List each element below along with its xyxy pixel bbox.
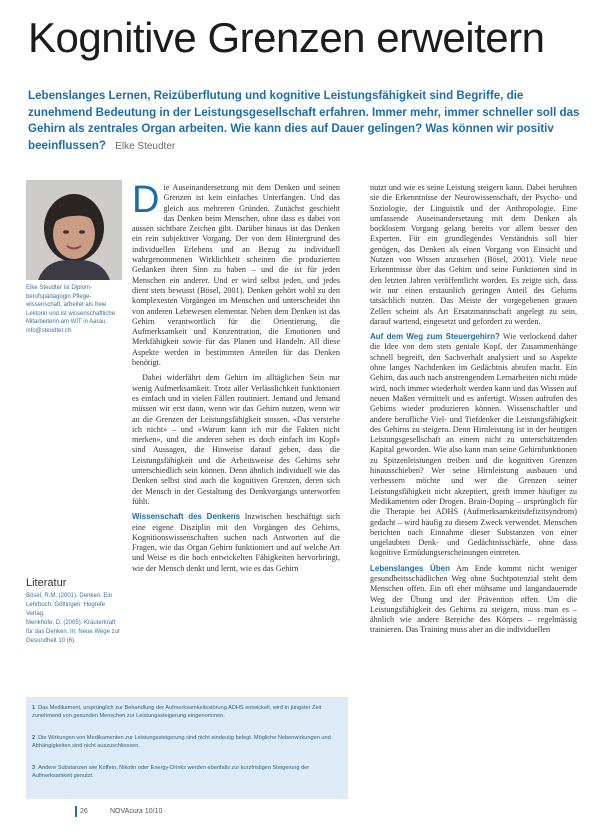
footnote	[32, 765, 342, 780]
body-column-right	[370, 183, 577, 803]
footnote	[32, 735, 342, 750]
author-caption: Elke Steudter ist Diplom-berufspädagogin Pflege-wissenschaft, arbeitet als freie Lektorin und ist wissenschaftliche Mitarbeiterin am WIT in Aarau. info@steudter.ch	[26, 285, 116, 334]
body-paragraph-section	[370, 564, 577, 636]
body-text: Inzwischen beschäftigt sich eine eigene Disziplin mit den Vorgängen des Gehirns, Kognitionswissenschaften suchen nach Antworten auf die Fragen, wie das Organ Gehirn funktioniert und auf welche Art und Weise es die hoch entwickelten Fähigkeiten hervorbringt, wie der Mensch denkt und lernt, wie es das Gehirn	[132, 512, 340, 573]
footnote-text: Das Medikament, ursprünglich zur Behandlung der Aufmerksamkeitsstörung ADHS entwickelt, wird in jüngster Zeit zunehmend von gesunden Menschen zur Leistungssteigerung eingenommen.	[32, 705, 322, 719]
footnote-number: 1	[32, 705, 36, 711]
article-lead	[28, 88, 588, 155]
body-paragraph-section	[370, 332, 577, 559]
literature-heading: Literatur	[26, 577, 67, 589]
body-paragraph: nutzt und wie es seine Leistung steigern kann. Dabei beruhten sie die Erkenntnisse der Neurowissenschaft, der Psycho- und Soziologie, der Linguistik und der Anthropologie. Eine umfassende Auseinandersetzung mit dem Denken als bocklosem Vorgang gelang bereits vor allem besser den Experten. Für ein grundlegendes Verständnis soll hier genügen, das Denken als einen Vorgang von Einsicht und Nutzen von Wissen anzusehen (Bösel, 2001). Viele neue Erkenntnisse über das Gehirn und seine Funktionen sind in den letzten Jahren veröffentlicht worden. Es zeigte sich, dass wir nur einen erstaunlich geringen Anteil des Gehirns tatsächlich nutzen. Das Meiste der vorgegebenen grauen Zellen scheint als Art Ersatzmannschaft angelegt zu sein, darauf wartend, eingesetzt und gefordert zu werden.	[370, 183, 577, 326]
body-text: Wie verlockend daher die Idee von dem stets geniale Kopf, der Zusammenhänge schnell begreift, den Sachverhalt analysiert und so Aspekte ohne langes Nachdenken im Gedächtnis abrufen macht. Ein Gehirn, das auch nach anstrengendem Lernarbeiten nicht müde wird, noch immer wiederholt werden kann und das Wissen auf neuen Maßen vermittelt und es anfertigt. Wissen aufrufen des Gehirns wieder produzieren können. Wissenschaftler und andere berufliche Viel- und Tiefdenker die Leistungsfähigkeit des Gehirns zu steigern. Denn Hirnleistung ist in der heutigen Leistungsgesellschaft an einem nicht zu unterschätzenden Kapital geworden. Wie also kann man seine Gehirnfunktionen zu Spitzenleistungen treiben und die kognitiven Grenzen hinausschieben? Wer seine Hirnleistung ausbauen und verbessern möchte und wer die Grenzen seiner Leistungsfähigkeit nicht akzeptiert, greift immer häufiger zu Medikamenten oder Drogen. Brain-Doping – ursprünglich für die Therapie bei ADHS (Aufmerksamkeitsdefizitsyndrom) gedacht – wird häufig zu diesem Zweck verwendet. Menschen berichten nach Einnahme dieser Substanzen von einer ungelaubten Denk- und Gedächtnisschärfe, ohne dass kognitive Ermüdungserscheinungen eintreten.	[370, 332, 577, 558]
footnote-box	[26, 697, 348, 799]
article-title: Kognitive Grenzen erweitern	[28, 14, 545, 61]
footnote-text: Die Wirkungen von Medikamenten zur Leistungssteigerung sind nicht eindeutig belegt. Mögliche Nebenwirkungen und Abhängigkeiten sind nicht auszuschliessen.	[32, 735, 331, 749]
footnote	[32, 705, 342, 720]
section-heading: Wissenschaft des Denkens	[132, 512, 241, 522]
body-paragraph-intro	[132, 183, 340, 368]
footnote-text: Andere Substanzen wie Koffein, Nikotin oder Energy-Drinks werden ebenfalls zur kurzfristigen Steigerung der Aufmerksamkeit genutzt.	[32, 765, 310, 779]
literature-list	[26, 592, 124, 647]
footnote-number: 3	[32, 765, 36, 771]
section-heading: Lebenslanges Üben	[370, 563, 451, 573]
drop-cap: D	[132, 183, 160, 221]
lead-author: Elke Steudter	[115, 140, 176, 152]
lead-text: Lebenslanges Lernen, Reizüberflutung und kognitive Leistungsfähigkeit sind Begriffe, die zunehmend Bedeutung in der Leistungsgesellschaft erfahren. Immer mehr, immer schneller soll das Gehirn als zentrales Organ arbeiten. Wie kann dies auf Dauer gelingen? Was können wir positiv beeinflussen?	[28, 89, 580, 152]
footnote-number: 2	[32, 735, 36, 741]
author-photo	[26, 180, 122, 280]
body-text: ie Auseinandersetzung mit dem Denken und seinen Grenzen ist kein einfaches Unterfangen. Und das gleich aus mehreren Gründen. Zunächst geschieht das Denken beim Menschen, ohne dass es dabei von aussen sichtbare Zeichen gibt. Darüber hinaus ist das Denken ein rein subjektiver Vorgang. Der von dem Hintergrund des individuellen Erlebens und an Bezug zu individuell wahrgenommenen Wirklichkeit scheinen die produzierten Gedanken ihren Sinn zu haben – und die ist für jeden Menschen ein anderer. Und er wird selbst jeden, und jedes dient stets bewusst (Bösel, 2001). Denken gehört wohl zu den komplexesten Vorgängen im Menschen und unterscheidet ihn von anderen Lebewesen elementar. Neben dem Denken ist das Gehirn verantwortlich für die Orientierung, die Aufmerksamkeit und Konzentration, die Emotionen und Merkfähigkeit sowie für das Planen und Handeln. All diese Aspekte werden in bestimmten Anteilen für das Denken benötigt.	[132, 183, 340, 368]
body-text: Am Ende kommt nicht weniger gesundheitsschädlichen Weg ohne Suchtpotenzial steht dem Menschen offen. Ein oft eher mühsame und langandauernde Weg der Übung und der Prävention offen. Um die Leistungsfähigkeit des Gehirns zu steigern, muss man es – ähnlich wie andere Bereiche des Körpers – regelmässig trainieren. Das Training muss aber an die individuellen	[370, 563, 577, 635]
body-paragraph-section	[132, 512, 340, 574]
journal-name: NOVAcura 10/10	[110, 808, 163, 815]
page-marker	[75, 806, 77, 817]
author-portrait-image	[26, 180, 122, 280]
literature-entry: Bösel, R.M. (2001). Denken. Ein Lehrbuch. Göttingen: Hogrefe Verlag.	[26, 593, 113, 617]
section-heading: Auf dem Weg zum Steuergehirn?	[370, 332, 500, 342]
literature-entry: Menkhofe, D. (2005). Kräuterkraft für das Denken. In: Neue Wege zur Gesundheit 10 (6).	[26, 620, 120, 644]
body-paragraph: Dabei widerfährt dem Gehirn im alltäglichen Sein nur wenig Aufmerksamkeit. Trotz aller Verlässlichkeit funktioniert es einfach und in vielen Fällen routiniert. Jemand und Jemand müssen wir erst dann, wenn wir das Gehirn nutzen, wenn wir an die Grenzen der Leistungsfähigkeit stossen. «Das verstehe ich nicht» – und «Warum kann ich mir die Fakten nicht merken», und die anderen sehen es doch einfach im Kopf» sind Aussagen, die Hinweise darauf geben, dass die Leistungsfähigkeit und die Arbeitsweise des Gehirns sehr unterschiedlich sein können. Denn ähnlich individuell wie das Denken selbst sind auch die kognitiven Grenzen, deren sich der Mensch in der Gestaltung des Denkvorgangs unterworfen fühlt.	[132, 373, 340, 506]
page-number: 26	[80, 808, 88, 815]
